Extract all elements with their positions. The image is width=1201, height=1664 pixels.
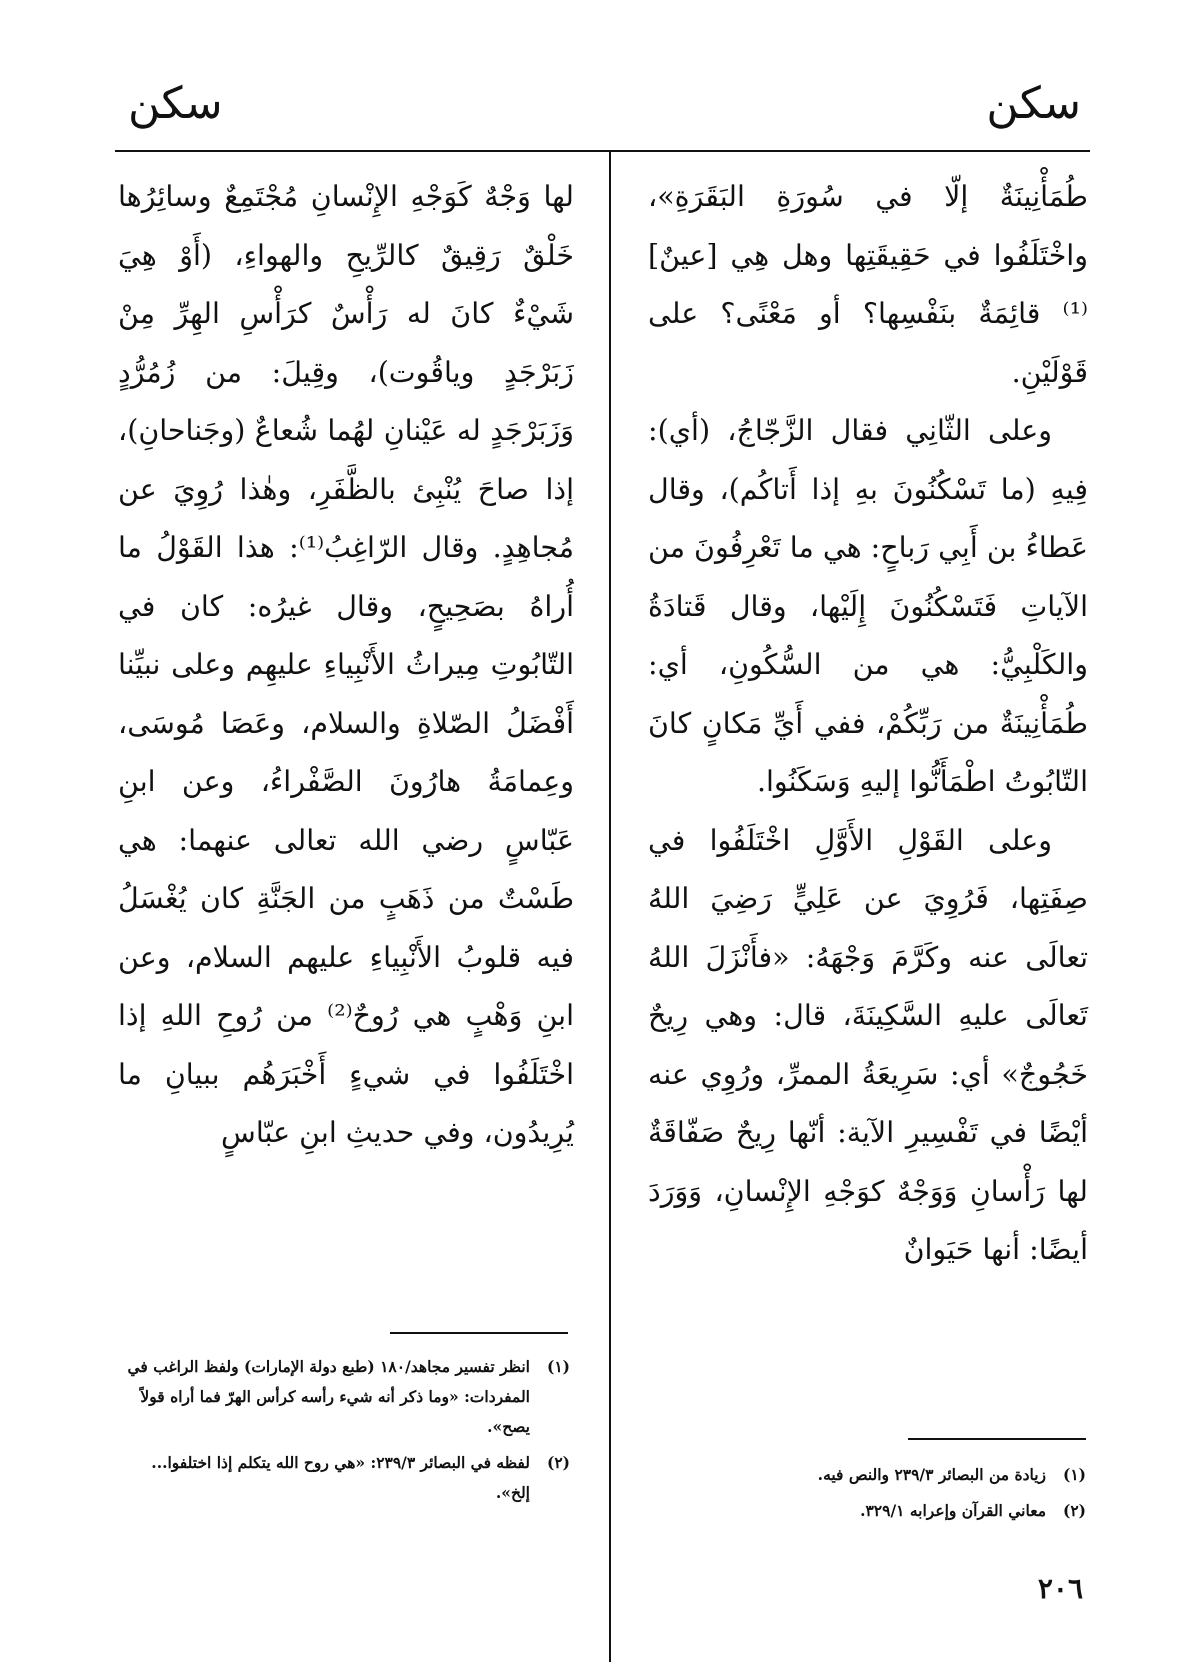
footnote-number: (٢) — [1062, 1501, 1086, 1520]
right-paragraph-3: وعلى القَوْلِ الأَوَّلِ اخْتَلَفُوا في صِفَتِها، فَرُوِيَ عن عَلِيٍّ رَضِيَ اللهُ تعالَى عنه وكَرَّمَ وَجْهَهُ: «فأَنْزَلَ اللهُ تَعالَى عليهِ السَّكِينَةَ، قال: وهي رِيحٌ خَجُوجٌ» أي: سَرِيعَةُ الممرِّ، ورُوِي عنه أيْضًا في تَفْسِيرِ الآية: أنّها رِيحٌ صَفّاقَةٌ لها رَأْسانِ وَوَجْهٌ كوَجْهِ الإِنْسانِ، وَوَرَدَ أيضًا: أنها حَيَوانٌ — [648, 823, 1088, 1266]
right-column — [648, 168, 1088, 1280]
right-paragraph-1: طُمَأْنِينَةٌ إلّا في سُورَةِ البَقَرَةِ»، واخْتَلَفُوا في حَقِيقَتِها وهل هِي [عينٌ]⁽¹⁾ قائِمَةٌ بنَفْسِها؟ أو مَعْنًى؟ على قَوْلَيْنِ. — [648, 180, 1088, 389]
footnote-text: انظر تفسير مجاهد/١٨٠ (طبع دولة الإمارات) ولفظ الراغب في المفردات: «وما ذكر أنه شيء رأسه كرأس الهرّ فما أراه قولاً يصح». — [127, 1357, 530, 1436]
footnote-number: (١) — [546, 1357, 570, 1376]
footnote — [118, 1448, 570, 1508]
header-rule — [115, 150, 1090, 152]
header-word-right: سكن — [986, 78, 1081, 129]
footnote-number: (١) — [1062, 1465, 1086, 1484]
left-footnotes — [118, 1352, 570, 1514]
footnote-text: معاني القرآن وإعرابه ٣٢٩/١. — [860, 1501, 1046, 1520]
footnote — [648, 1496, 1086, 1526]
footnote-text: زيادة من البصائر ٢٣٩/٣ والنص فيه. — [817, 1465, 1046, 1484]
left-paragraph-1: لها وَجْهٌ كَوَجْهِ الإِنْسانِ مُجْتَمِعٌ وسائِرُها خَلْقٌ رَقِيقٌ كالرِّيحِ والهواءِ، (أَوْ هِيَ شَيْءٌ كانَ له رَأْسٌ كرَأْسِ الهِرِّ مِنْ زَبَرْجَدٍ وياقُوت)، وقِيلَ: من زُمُرُّدٍ وَزَبَرْجَدٍ له عَيْنانِ لهُما شُعاعٌ (وجَناحانِ)، إذا صاحَ يُنْبِئ بالظَّفَرِ، وهٰذا رُوِيَ عن مُجاهِدٍ. وقال الرّاغِبُ⁽¹⁾: هذا القَوْلُ ما أُراهُ بصَحِيحٍ، وقال غيرُه: كان في التّابُوتِ مِيراثُ الأَنْبِياءِ عليهِم وعلى نبيِّنا أَفْضَلُ الصّلاةِ والسلام، وعَصَا مُوسَى، وعِمامَةُ هارُونَ الصَّفْراءُ، وعن ابنِ عَبّاسٍ رضي الله تعالى عنهما: هي طَسْتٌ من ذَهَبٍ من الجَنَّةِ كان يُغْسَلُ فيه قلوبُ الأَنْبِياءِ عليهم السلام، وعن ابنِ وَهْبٍ هي رُوحٌ⁽²⁾ من رُوحِ اللهِ إذا اخْتَلَفُوا في شيءٍ أَخْبَرَهُم ببيانِ ما يُرِيدُون، وفي حديثِ ابنِ عبّاسٍ — [118, 180, 574, 1149]
footnote-text: لفظه في البصائر ٢٣٩/٣: «هي روح الله يتكلم إذا اختلفوا... إلخ». — [151, 1453, 530, 1502]
right-footnote-rule — [908, 1438, 1086, 1440]
right-paragraph-2: وعلى الثّانِي فقال الزَّجّاجُ، (أي): فِيهِ (ما تَسْكُنُونَ بهِ إذا أَتاكُم)، وقال عَطاءُ بن أَبِي رَباحٍ: هي ما تَعْرِفُونَ من الآياتِ فَتَسْكُنُونَ إِلَيْها، وقال قَتادَةُ والكَلْبِيُّ: هي من السُّكُونِ، أي: طُمَأْنِينَةٌ من رَبِّكُمْ، ففي أَيِّ مَكانٍ كانَ التّابُوتُ اطْمَأَنُّوا إليهِ وَسَكَنُوا. — [648, 414, 1088, 798]
column-divider — [609, 152, 611, 1662]
page-number: ٢٠٦ — [1037, 1572, 1083, 1605]
right-footnotes — [648, 1460, 1086, 1532]
header-word-left: سكن — [128, 78, 223, 129]
left-column — [118, 168, 574, 1163]
left-footnote-rule — [390, 1332, 568, 1334]
footnote — [648, 1460, 1086, 1490]
footnote — [118, 1352, 570, 1442]
footnote-number: (٢) — [546, 1453, 570, 1472]
